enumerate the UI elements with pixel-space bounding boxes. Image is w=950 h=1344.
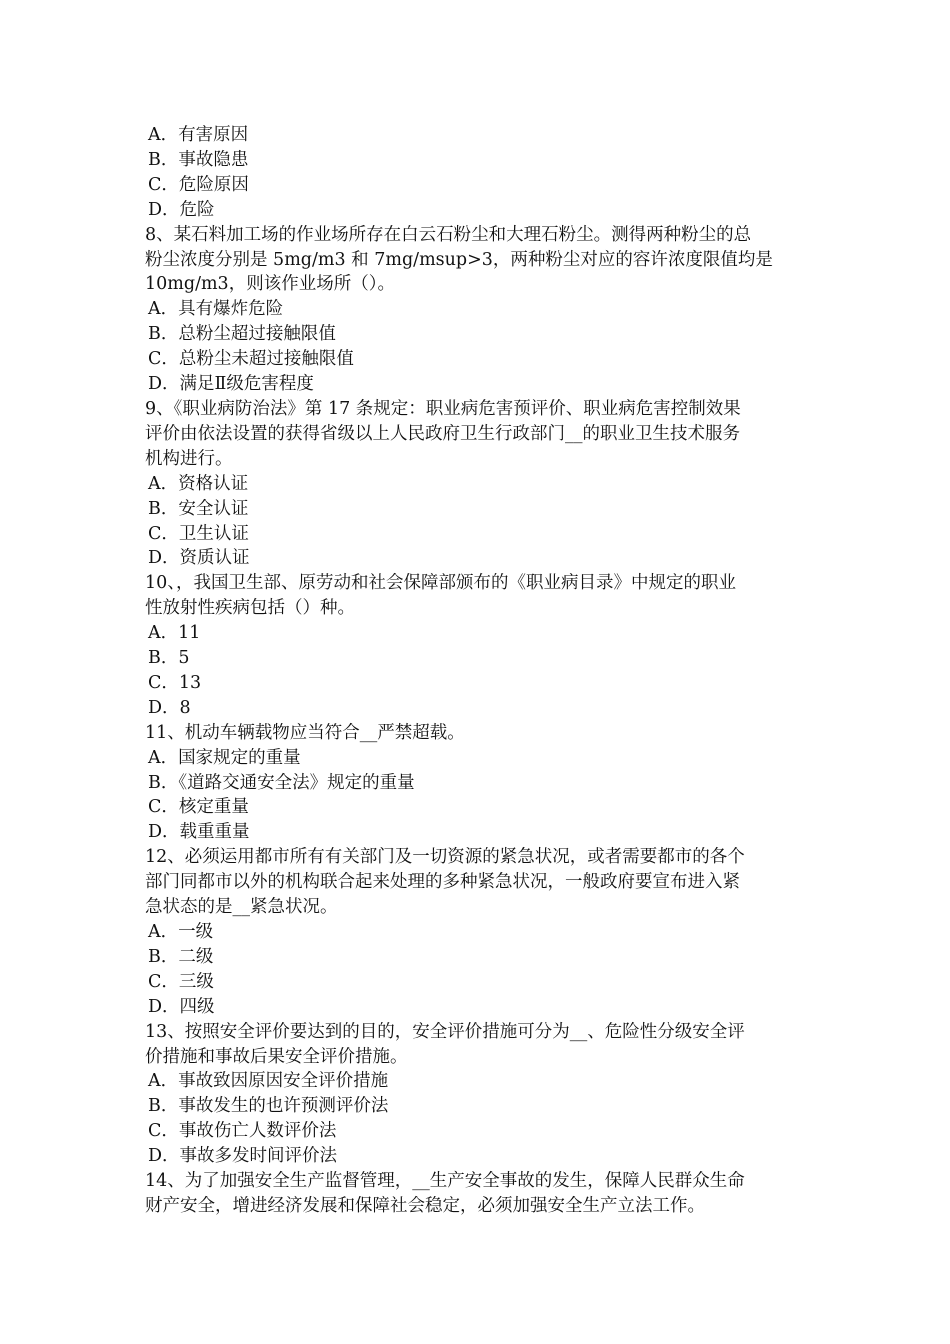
question-9: [145, 397, 810, 571]
option-d: D．危险: [148, 199, 215, 220]
option-b: B．事故发生的也许预测评价法: [148, 1096, 389, 1117]
option-b: B．二级: [148, 946, 214, 967]
question-text-line: 粉尘浓度分别是 5mg/m3 和 7mg/msup>3，两种粉尘对应的容许浓度限值均是: [145, 249, 773, 270]
option-a: A．一级: [148, 922, 214, 942]
option-d: D．8: [148, 697, 191, 718]
option-c: C．13: [148, 672, 202, 693]
question-text-line: 9、《职业病防治法》第 17 条规定：职业病危害预评价、职业病危害控制效果: [145, 398, 741, 419]
question-text-line: 部门同都市以外的机构联合起来处理的多种紧急状况，一般政府要宣布进入紧: [145, 872, 740, 893]
option-d: D．载重重量: [148, 822, 250, 843]
question-10: [145, 571, 810, 720]
question-11: [145, 721, 810, 846]
option-c: C．卫生认证: [148, 523, 249, 544]
leading-options: [145, 123, 810, 223]
option-c: C．总粉尘未超过接触限值: [148, 349, 354, 370]
question-text-line: 14、为了加强安全生产监督管理，__生产安全事故的发生，保障人民群众生命: [145, 1171, 745, 1192]
option-b: B．安全认证: [148, 498, 249, 519]
question-text-line: 机构进行。: [145, 448, 233, 469]
question-8: [145, 223, 810, 397]
option-b: B．事故隐患: [148, 149, 249, 170]
option-c: C．事故伤亡人数评价法: [148, 1121, 337, 1142]
document-body: [145, 123, 810, 1219]
question-text-line: 11、机动车辆载物应当符合__严禁超载。: [145, 722, 465, 743]
question-text-line: 性放射性疾病包括（）种。: [145, 598, 355, 619]
option-d: D．资质认证: [148, 548, 250, 569]
option-a: A．国家规定的重量: [148, 747, 301, 768]
question-text-line: 8、某石料加工场的作业场所存在白云石粉尘和大理石粉尘。测得两种粉尘的总: [145, 224, 752, 245]
question-text-line: 评价由依法设置的获得省级以上人民政府卫生行政部门__的职业卫生技术服务: [145, 423, 740, 444]
question-text-line: 10、，我国卫生部、原劳动和社会保障部颁布的《职业病目录》中规定的职业: [145, 573, 737, 594]
question-text-line: 13、按照安全评价要达到的目的，安全评价措施可分为__、危险性分级安全评: [145, 1021, 745, 1042]
question-14: [145, 1169, 810, 1219]
option-a: A．11: [148, 623, 201, 644]
option-b: B．《道路交通安全法》规定的重量: [148, 772, 415, 793]
option-a: A．具有爆炸危险: [148, 299, 284, 320]
question-13: [145, 1020, 810, 1169]
option-a: A．有害原因: [148, 125, 249, 145]
question-text-line: 10mg/m3，则该作业场所（）。: [145, 274, 395, 295]
option-d: D．满足Ⅱ级危害程度: [148, 374, 314, 395]
option-a: A．事故致因原因安全评价措施: [148, 1071, 389, 1092]
option-d: D．事故多发时间评价法: [148, 1146, 338, 1167]
question-12: [145, 845, 810, 1019]
question-text-line: 价措施和事故后果安全评价措施。: [145, 1046, 408, 1067]
option-b: B．总粉尘超过接触限值: [148, 324, 336, 345]
option-c: C．三级: [148, 971, 214, 992]
option-d: D．四级: [148, 996, 215, 1017]
question-text-line: 12、必须运用都市所有有关部门及一切资源的紧急状况，或者需要都市的各个: [145, 847, 745, 868]
question-text-line: 急状态的是__紧急状况。: [145, 897, 338, 918]
option-a: A．资格认证: [148, 473, 249, 494]
question-text-line: 财产安全，增进经济发展和保障社会稳定，必须加强安全生产立法工作。: [145, 1195, 705, 1216]
option-c: C．核定重量: [148, 797, 249, 818]
option-c: C．危险原因: [148, 174, 249, 195]
option-b: B．5: [148, 648, 190, 669]
